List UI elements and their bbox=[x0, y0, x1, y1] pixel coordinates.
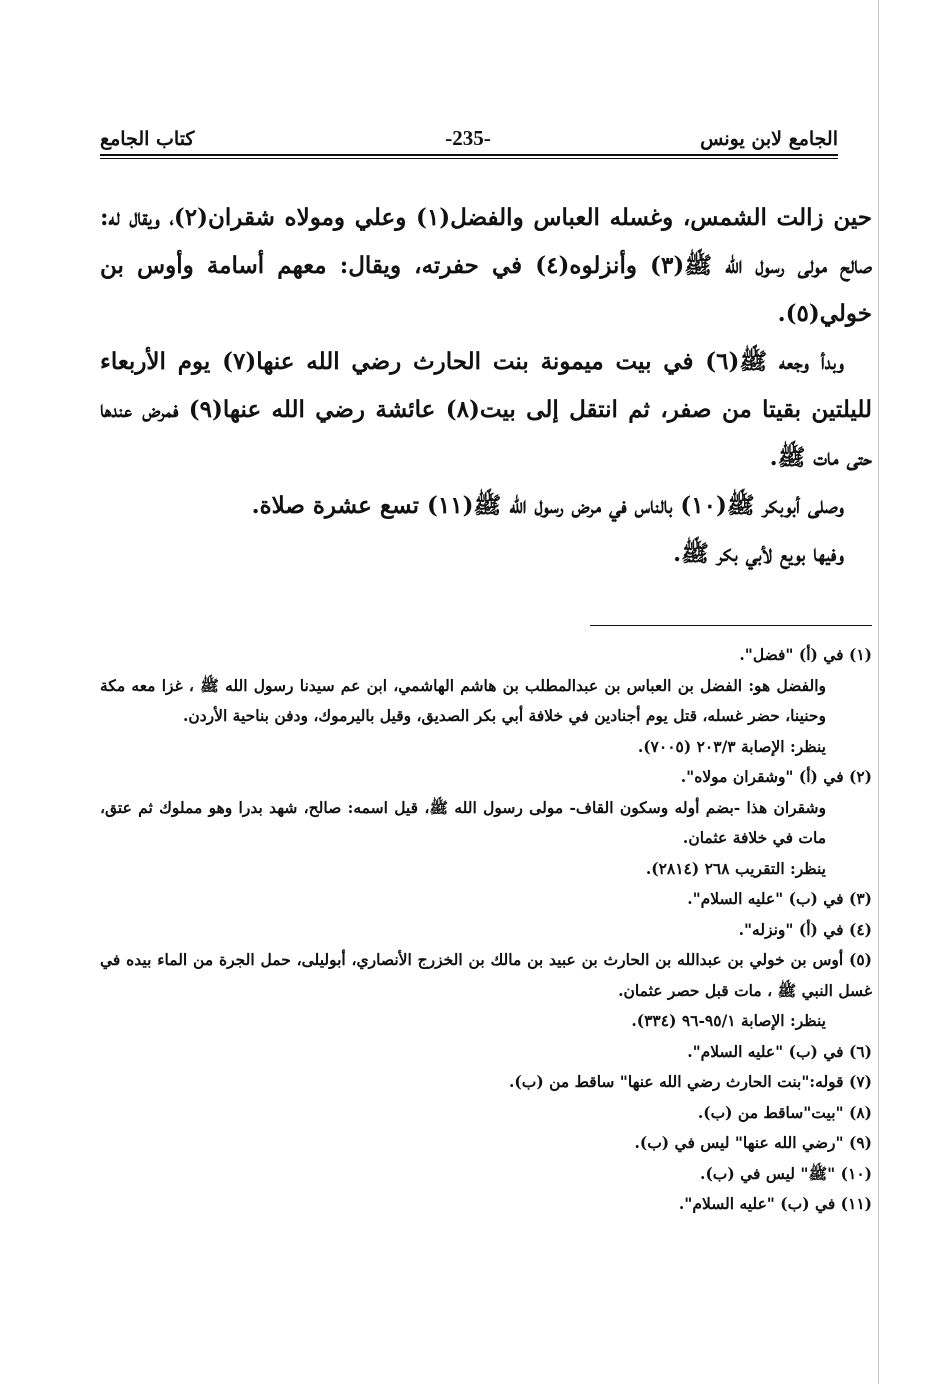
footnote-1: (١) في (أ) "فضل". bbox=[739, 645, 872, 664]
chapter-title: كتاب الجامع bbox=[100, 128, 195, 150]
footnote-separator bbox=[590, 625, 872, 626]
header-rule bbox=[100, 154, 838, 159]
paragraph-1: حين زالت الشمس، وغسله العباس والفضل(١) وعلي ومولاه شقران(٢)، ويقال له: صالح مولى رسول الله ﷺ(٣) وأنزلوه(٤) في حفرته، ويقال: معهم أسامة وأوس بن خولي(٥). bbox=[100, 204, 872, 327]
page-header bbox=[100, 124, 838, 154]
footnote-2-detail: وشقران هذا -بضم أوله وسكون القاف- مولى رسول الله ﷺ، قيل اسمه: صالح، شهد بدرا وهو مملوك ثم عتق، مات في خلافة عثمان. bbox=[100, 797, 826, 847]
footnotes bbox=[100, 640, 872, 1220]
footnote-10: (١٠) "ﷺ" ليس في (ب). bbox=[700, 1163, 872, 1183]
page-number: -235- bbox=[445, 126, 491, 150]
footnote-2: (٢) في (أ) "وشقران مولاه". bbox=[680, 767, 872, 786]
footnote-8: (٨) "بيت"ساقط من (ب). bbox=[697, 1102, 872, 1122]
footnote-3: (٣) في (ب) "عليه السلام". bbox=[687, 889, 872, 908]
footnote-6: (٦) في (ب) "عليه السلام". bbox=[687, 1041, 872, 1061]
paragraph-4: وفيها بويع لأبي بكر ﷺ. bbox=[673, 540, 844, 567]
footnote-11: (١١) في (ب) "عليه السلام". bbox=[678, 1194, 872, 1213]
page-edge-line bbox=[878, 0, 879, 1384]
footnote-9: (٩) "رضي الله عنها" ليس في (ب). bbox=[634, 1133, 872, 1152]
paragraph-2: وبدأ وجعه ﷺ(٦) في بيت ميمونة بنت الحارث رضي الله عنها(٧) يوم الأربعاء لليلتين بقيتا من صفر، ثم انتقل إلى بيت(٨) عائشة رضي الله عنها(٩) فمرض عندها حتى مات ﷺ. bbox=[100, 348, 872, 471]
paragraph-3: وصلى أبوبكر ﷺ(١٠) بالناس في مرض رسول الله ﷺ(١١) تسع عشرة صلاة. bbox=[251, 492, 844, 519]
footnote-2-reference: ينظر: التقريب ٢٦٨ (٢٨١٤). bbox=[645, 858, 826, 878]
book-title: الجامع لابن يونس bbox=[700, 128, 838, 150]
main-text bbox=[100, 194, 872, 578]
footnote-4: (٤) في (أ) "ونزله". bbox=[738, 919, 872, 939]
footnote-5: (٥) أوس بن خولي بن عبدالله بن الحارث بن عبيد بن مالك بن الخزرج الأنصاري، أبوليلى، حمل الجرة من الماء بيده في غسل النبي ﷺ ، مات قبل حصر عثمان. bbox=[100, 950, 872, 1000]
footnote-5-reference: ينظر: الإصابة ٩٥/١-٩٦ (٣٣٤). bbox=[631, 1011, 826, 1030]
footnote-1-detail: والفضل هو: الفضل بن العباس بن عبدالمطلب بن هاشم الهاشمي، ابن عم سيدنا رسول الله ﷺ ، غزا معه مكة وحنينا، حضر غسله، قتل يوم أجنادين في خلافة أبي بكر الصديق، وقيل باليرموك، ودفن بناحية الأردن. bbox=[100, 675, 826, 725]
footnote-1-reference: ينظر: الإصابة ٢٠٣/٣ (٧٠٠٥). bbox=[637, 736, 826, 756]
footnote-7: (٧) قوله:"بنت الحارث رضي الله عنها" ساقط من (ب). bbox=[509, 1072, 872, 1091]
